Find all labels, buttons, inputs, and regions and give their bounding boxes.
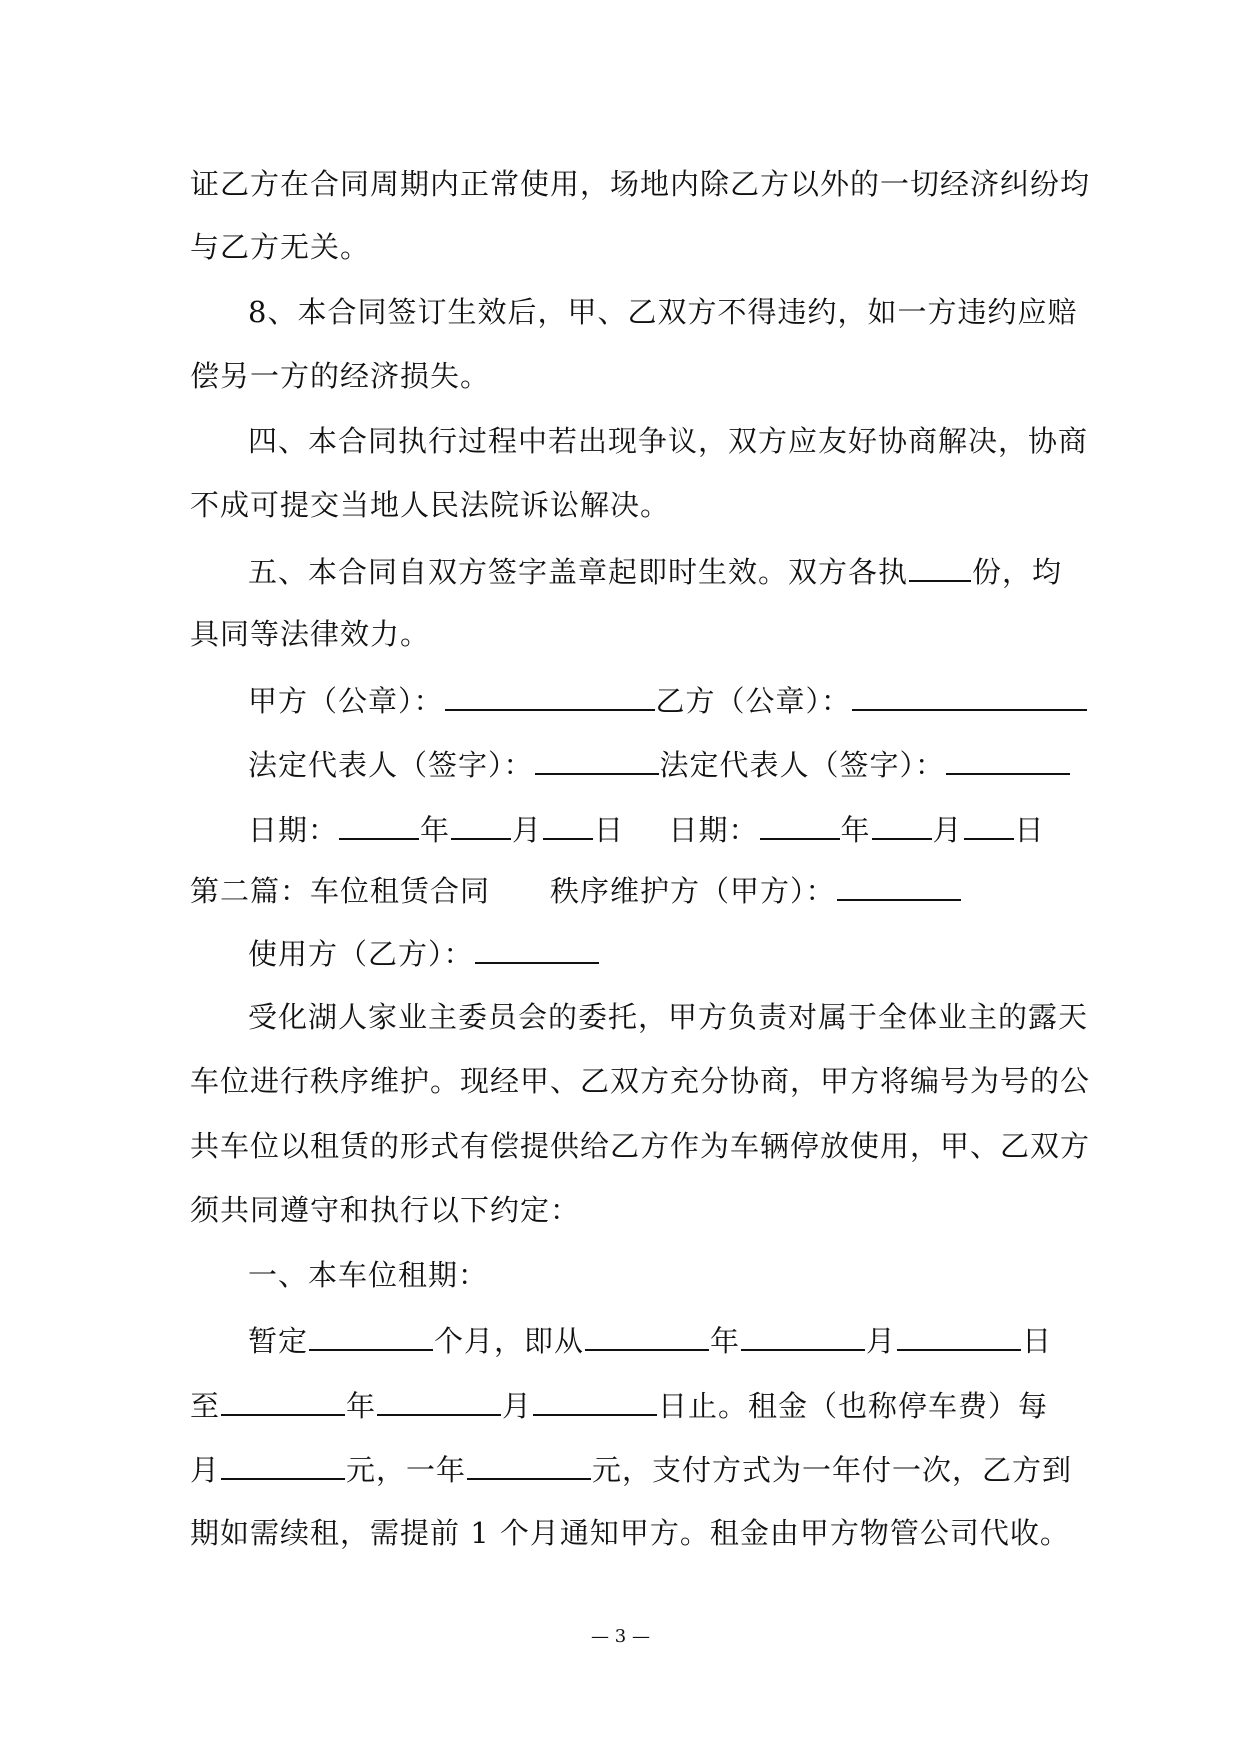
text: 8、本合同签订生效后，甲、乙双方不得违约，如一方违约应赔	[248, 295, 1078, 329]
paragraph-line	[248, 292, 1077, 332]
months-blank	[309, 1319, 433, 1351]
clause-heading	[248, 1255, 488, 1295]
text: 五、本合同自双方签字盖章起即时生效。双方各执	[248, 555, 909, 589]
text: 日止。租金（也称停车费）每	[658, 1389, 1049, 1423]
user-party-label: 使用方（乙方）：	[248, 937, 474, 971]
text: 期如需续租，需提前 1 个月通知甲方。租金由甲方物管公司代收。	[190, 1516, 1070, 1550]
text: 具同等法律效力。	[190, 617, 431, 651]
text: 月	[512, 813, 543, 847]
text: 偿另一方的经济损失。	[190, 359, 491, 393]
date-label: 日期：	[248, 813, 339, 847]
text: 月	[932, 813, 963, 847]
text: 元，一年	[346, 1453, 467, 1487]
party-b-rep-label: 法定代表人（签字）：	[659, 748, 946, 782]
paragraph-line	[190, 227, 370, 267]
copies-blank	[909, 550, 971, 582]
party-a-seal-label: 甲方（公章）：	[248, 684, 444, 718]
paragraph-line	[248, 421, 1088, 461]
text: 暂定	[248, 1324, 309, 1358]
term-line	[190, 1384, 1048, 1424]
paragraph-line	[190, 1190, 580, 1230]
section-title: 第二篇：车位租赁合同	[190, 874, 491, 908]
day-blank	[964, 808, 1014, 840]
month-blank	[872, 808, 932, 840]
text: 共车位以租赁的形式有偿提供给乙方作为车辆停放使用，甲、乙双方	[190, 1129, 1091, 1163]
user-party-blank	[475, 932, 599, 964]
year-blank	[339, 808, 419, 840]
paragraph-line	[190, 1513, 1070, 1553]
party-a-rep-blank	[535, 743, 659, 775]
party-b-seal-blank	[852, 679, 1087, 711]
paragraph-line	[248, 997, 1088, 1037]
text: 日	[1022, 1324, 1053, 1358]
text: 月	[502, 1389, 533, 1423]
rent-line	[190, 1448, 1072, 1488]
year-blank	[760, 808, 840, 840]
month-blank	[451, 808, 511, 840]
paragraph-line	[190, 485, 670, 525]
date-label: 日期：	[668, 813, 759, 847]
paragraph-line	[190, 1061, 1090, 1101]
text: 月	[190, 1453, 221, 1487]
section-title-line	[190, 869, 962, 909]
text: 年	[710, 1324, 741, 1358]
term-line	[248, 1319, 1052, 1359]
text: 四、本合同执行过程中若出现争议，双方应友好协商解决，协商	[248, 424, 1089, 458]
text: 月	[866, 1324, 897, 1358]
text: 证乙方在合同周期内正常使用，场地内除乙方以外的一切经济纠纷均	[190, 167, 1091, 201]
date-line	[248, 808, 1045, 848]
order-party-blank	[837, 869, 961, 901]
order-party-label: 秩序维护方（甲方）：	[550, 874, 836, 908]
page-number: — 3 —	[591, 1626, 650, 1647]
text: 份，均	[972, 555, 1063, 589]
text: 日	[1014, 813, 1045, 847]
text: 年	[420, 813, 451, 847]
text: 受化湖人家业主委员会的委托，甲方负责对属于全体业主的露天	[248, 1000, 1089, 1034]
start-year-blank	[585, 1319, 709, 1351]
paragraph-line	[190, 164, 1090, 204]
signature-line-seal	[248, 679, 1088, 719]
signature-line-rep	[248, 743, 1071, 783]
text: 元，支付方式为一年付一次，乙方到	[592, 1453, 1073, 1487]
paragraph-line	[190, 614, 430, 654]
text: 年	[840, 813, 871, 847]
paragraph-line	[190, 1126, 1090, 1166]
start-month-blank	[741, 1319, 865, 1351]
text: 不成可提交当地人民法院诉讼解决。	[190, 488, 671, 522]
text: 至	[190, 1389, 221, 1423]
text: 个月，即从	[434, 1324, 585, 1358]
party-a-rep-label: 法定代表人（签字）：	[248, 748, 534, 782]
start-day-blank	[897, 1319, 1021, 1351]
paragraph-line	[190, 356, 490, 396]
text: 与乙方无关。	[190, 230, 371, 264]
yearly-rent-blank	[467, 1448, 591, 1480]
party-a-seal-blank	[445, 679, 655, 711]
text: 一、本车位租期：	[248, 1258, 489, 1292]
paragraph-line	[248, 550, 1062, 590]
end-year-blank	[221, 1384, 345, 1416]
monthly-rent-blank	[221, 1448, 345, 1480]
party-b-rep-blank	[946, 743, 1070, 775]
text: 须共同遵守和执行以下约定：	[190, 1193, 581, 1227]
day-blank	[543, 808, 593, 840]
user-party-line	[248, 932, 600, 972]
end-month-blank	[377, 1384, 501, 1416]
end-day-blank	[533, 1384, 657, 1416]
party-b-seal-label: 乙方（公章）：	[655, 684, 852, 718]
text: 车位进行秩序维护。现经甲、乙双方充分协商，甲方将编号为号的公	[190, 1064, 1091, 1098]
text: 日	[594, 813, 625, 847]
text: 年	[346, 1389, 377, 1423]
